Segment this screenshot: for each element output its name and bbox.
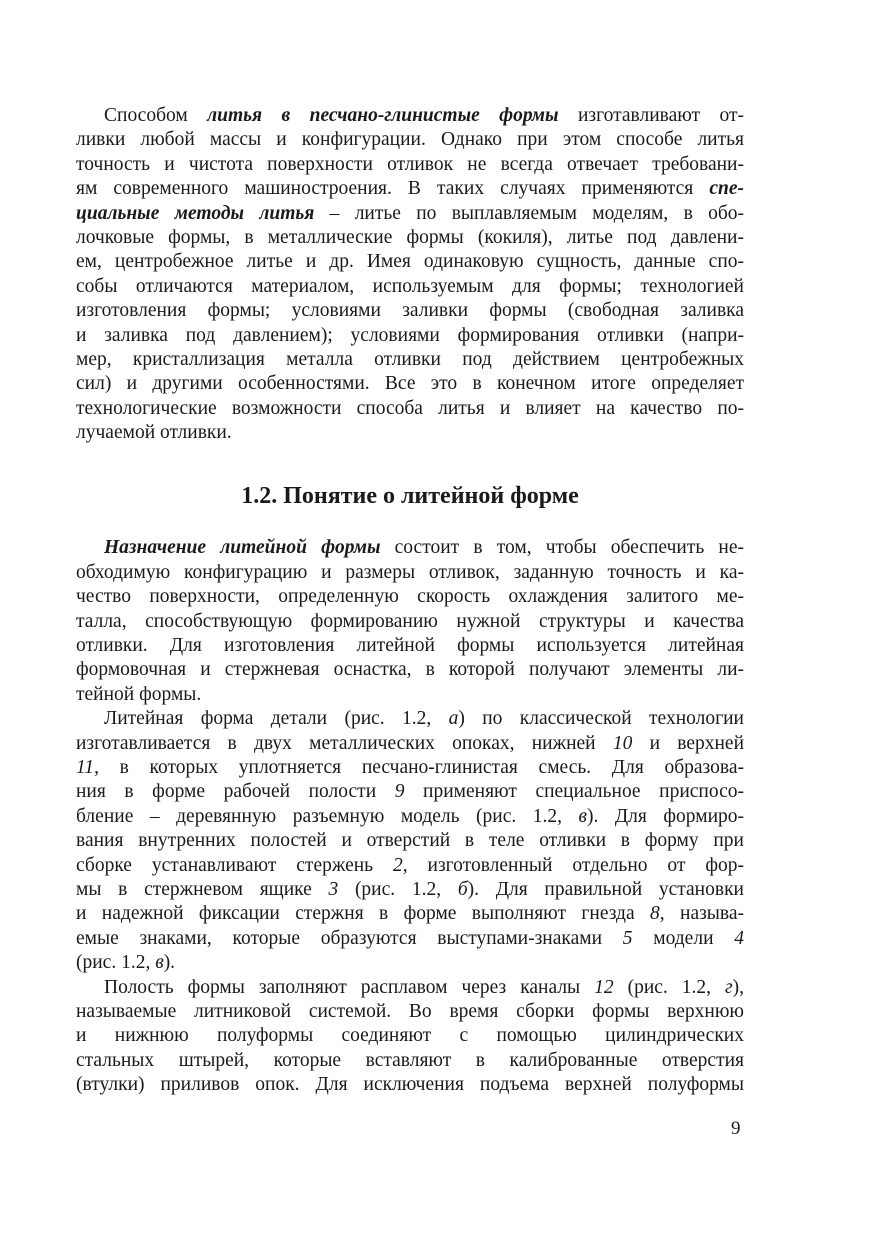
text-line: точность и чистота поверхности отливок не всегда отвечает требовани- bbox=[76, 153, 744, 175]
emphasis-term: Назначение литейной формы bbox=[104, 537, 381, 559]
text-line: чество поверхности, определенную скорость охлаждения залитого ме- bbox=[76, 586, 744, 608]
emphasis-term: спе- bbox=[709, 178, 744, 200]
text-line: емые знаками, которые образуются выступами-знаками 5 модели 4 bbox=[76, 927, 744, 949]
text-line: (рис. 1.2, в). bbox=[76, 952, 176, 974]
text-line: изготовления формы; условиями заливки формы (свободная заливка bbox=[76, 300, 744, 322]
text-line: Полость формы заполняют расплавом через каналы 12 (рис. 1.2, г), bbox=[104, 976, 744, 998]
text-line: технологические возможности способа литья и влияет на качество по- bbox=[76, 397, 744, 419]
italic-reference: 9 bbox=[394, 781, 405, 803]
italic-reference: 8 bbox=[650, 903, 660, 925]
text-line: отливки. Для изготовления литейной формы используется литейная bbox=[76, 635, 744, 657]
text-line: собы отличаются материалом, используемым для формы; технологией bbox=[76, 275, 744, 297]
italic-reference: г bbox=[725, 976, 733, 998]
italic-reference: 10 bbox=[612, 732, 633, 754]
text-line: мер, кристаллизация металла отливки под действием центробежных bbox=[76, 348, 744, 370]
text-line: стальных штырей, которые вставляют в калиброванные отверстия bbox=[76, 1049, 744, 1071]
text-line: ливки любой массы и конфигурации. Однако при этом способе литья bbox=[76, 129, 744, 151]
italic-reference: 2 bbox=[392, 854, 403, 876]
text-line: сил) и другими особенностями. Все это в конечном итоге определяет bbox=[76, 373, 744, 395]
section-heading: 1.2. Понятие о литейной форме bbox=[241, 483, 579, 510]
text-line: тейной формы. bbox=[76, 683, 202, 705]
text-line: ния в форме рабочей полости 9 применяют специальное приспосо- bbox=[76, 781, 744, 803]
text-line: и надежной фиксации стержня в форме выполняют гнезда 8, называ- bbox=[76, 903, 744, 925]
paragraph-1 bbox=[76, 104, 744, 445]
text-line: Способом литья в песчано-глинистые формы изготавливают от- bbox=[104, 105, 744, 126]
text-line: изготавливается в двух металлических опоках, нижней 10 и верхней bbox=[76, 732, 744, 754]
text-line: мы в стержневом ящике 3 (рис. 1.2, б). Для правильной установки bbox=[76, 878, 744, 900]
text-line: и нижнюю полуформы соединяют с помощью цилиндрических bbox=[76, 1025, 744, 1047]
text-line: лучаемой отливки. bbox=[76, 422, 232, 444]
text-line: циальные методы литья – литье по выплавляемым моделям, в обо- bbox=[76, 202, 744, 224]
text-line: сборке устанавливают стержень 2, изготовленный отдельно от фор- bbox=[76, 854, 744, 876]
text-line: Литейная форма детали (рис. 1.2, а) по классической технологии bbox=[104, 708, 744, 730]
text-line: обходимую конфигурацию и размеры отливок, заданную точность и ка- bbox=[76, 561, 744, 583]
italic-reference: 12 bbox=[594, 976, 614, 998]
page-number: 9 bbox=[731, 1118, 741, 1139]
italic-reference: 4 bbox=[734, 927, 744, 949]
page-body bbox=[76, 104, 744, 1097]
italic-reference: в bbox=[155, 952, 164, 974]
text-line: 11, в которых уплотняется песчано-глинистая смесь. Для образова- bbox=[76, 756, 744, 778]
text-line: лочковые формы, в металлические формы (кокиля), литье под давлени- bbox=[76, 226, 744, 248]
italic-reference: в bbox=[578, 805, 587, 827]
italic-reference: 3 bbox=[328, 878, 339, 900]
text-line: формовочная и стержневая оснастка, в которой получают элементы ли- bbox=[76, 659, 744, 681]
italic-reference: б bbox=[457, 878, 468, 900]
paragraph-4 bbox=[76, 976, 744, 1098]
emphasis-term: литья в песчано-глинистые формы bbox=[207, 105, 559, 126]
text-line: талла, способствующую формированию нужной структуры и качества bbox=[76, 610, 744, 632]
text-line: Назначение литейной формы состоит в том, чтобы обеспечить не- bbox=[104, 537, 744, 559]
text-line: бление – деревянную разъемную модель (рис. 1.2, в). Для формиро- bbox=[76, 805, 744, 827]
paragraph-3 bbox=[76, 707, 744, 975]
text-line: вания внутренних полостей и отверстий в теле отливки в форму при bbox=[76, 830, 744, 852]
italic-reference: 11 bbox=[76, 756, 95, 778]
text-line: называемые литниковой системой. Во время сборки формы верхнюю bbox=[76, 1000, 744, 1022]
text-line: ем, центробежное литье и др. Имея одинаковую сущность, данные спо- bbox=[76, 251, 744, 273]
italic-reference: а bbox=[448, 708, 459, 730]
text-line: (втулки) приливов опок. Для исключения подъема верхней полуформы bbox=[76, 1074, 744, 1096]
italic-reference: 5 bbox=[622, 927, 633, 949]
paragraph-2 bbox=[76, 536, 744, 707]
emphasis-term: циальные методы литья bbox=[76, 202, 315, 224]
text-line: и заливка под давлением); условиями формирования отливки (напри- bbox=[76, 324, 744, 346]
text-line: ям современного машиностроения. В таких случаях применяются спе- bbox=[76, 178, 744, 200]
